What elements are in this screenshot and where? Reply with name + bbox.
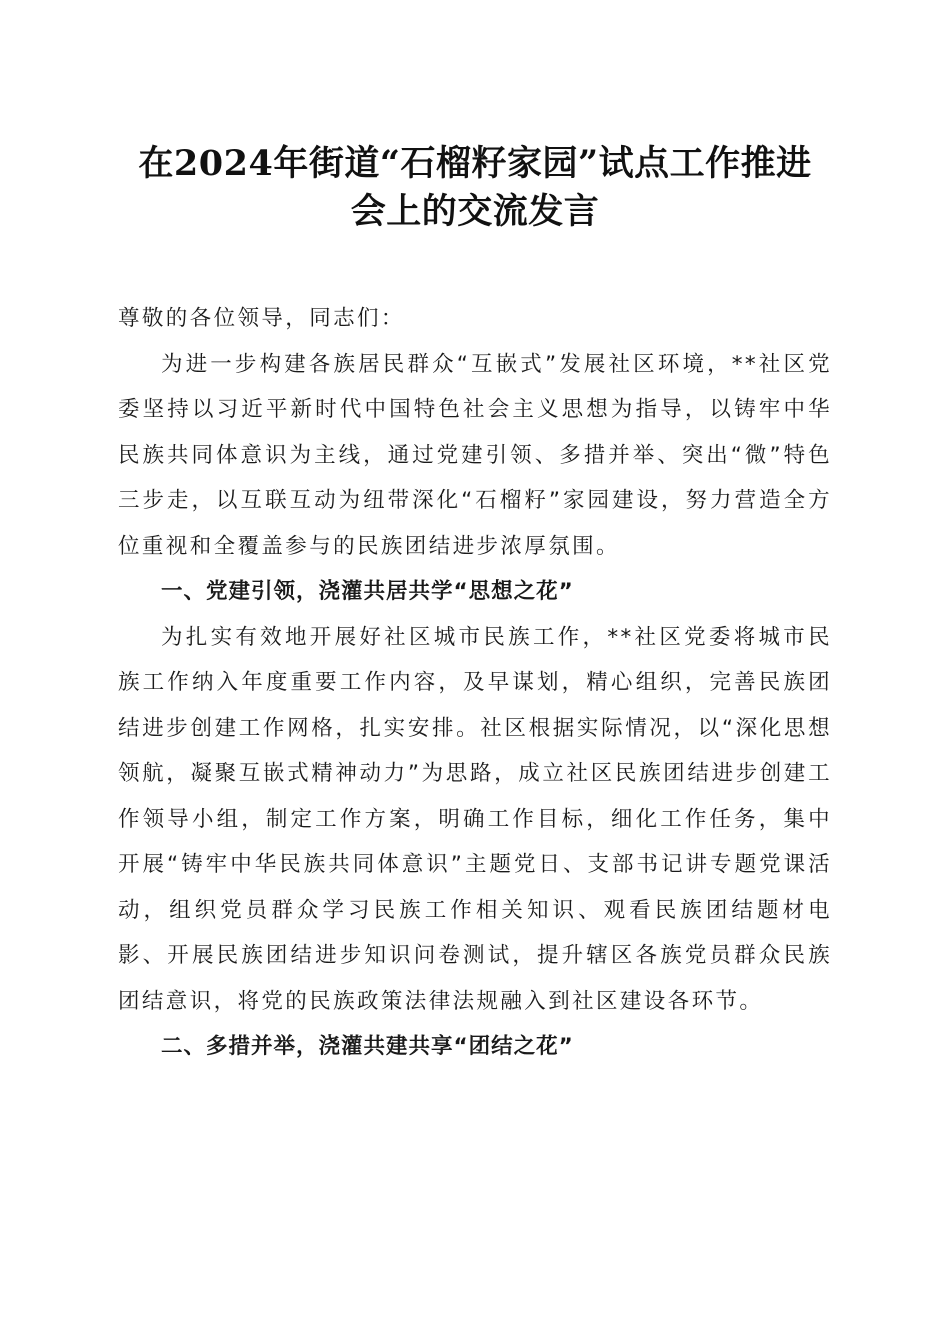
document-body [118, 296, 832, 1070]
section-1-paragraph: 为扎实有效地开展好社区城市民族工作，**社区党委将城市民族工作纳入年度重要工作内容，及早谋划，精心组织，完善民族团结进步创建工作网格，扎实安排。社区根据实际情况，以“深化思想领航，凝聚互嵌式精神动力”为思路，成立社区民族团结进步创建工作领导小组，制定工作方案，明确工作目标，细化工作任务，集中开展“铸牢中华民族共同体意识”主题党日、支部书记讲专题党课活动，组织党员群众学习民族工作相关知识、观看民族团结题材电影、开展民族团结进步知识问卷测试，提升辖区各族党员群众民族团结意识，将党的民族政策法律法规融入到社区建设各环节。 [118, 624, 832, 1014]
intro-paragraph: 为进一步构建各族居民群众“互嵌式”发展社区环境，**社区党委坚持以习近平新时代中国特色社会主义思想为指导，以铸牢中华民族共同体意识为主线，通过党建引领、多措并举、突出“微”特色三步走，以互联互动为纽带深化“石榴籽”家园建设，努力营造全方位重视和全覆盖参与的民族团结进步浓厚氛围。 [118, 351, 832, 559]
section-heading-2: 二、多措并举，浇灌共建共享“团结之花” [161, 1034, 574, 1059]
section-heading-1: 一、党建引领，浇灌共居共学“思想之花” [161, 579, 574, 604]
salutation: 尊敬的各位领导，同志们： [118, 306, 405, 331]
document-title [118, 140, 832, 236]
title-line-1: 在2024年街道“石榴籽家园”试点工作推进 [138, 143, 812, 184]
title-line-2: 会上的交流发言 [350, 191, 600, 232]
